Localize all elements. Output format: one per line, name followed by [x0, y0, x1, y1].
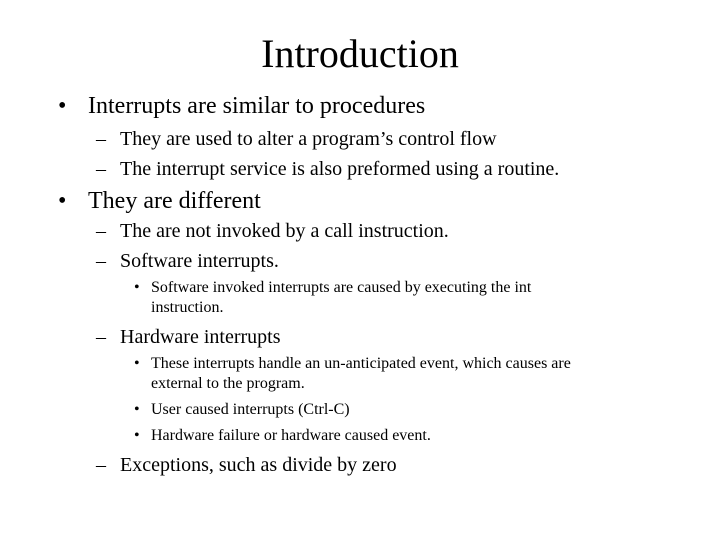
sub-sub-bullet-text: User caused interrupts (Ctrl-C): [151, 401, 350, 418]
bullet-marker: •: [134, 427, 140, 444]
sub-sub-bullet-text: [151, 278, 531, 298]
bullet-marker: •: [58, 188, 67, 214]
sub-bullet-text: Exceptions, such as divide by zero: [120, 454, 397, 476]
sub-bullet-text: The interrupt service is also preformed using a routine.: [120, 158, 560, 180]
sub-bullet-text: They are used to alter a program’s control flow: [120, 128, 497, 150]
bullet-marker: •: [134, 355, 140, 372]
sub-bullet-text: Hardware interrupts: [120, 326, 281, 348]
sub-sub-bullet-text: Hardware failure or hardware caused event.: [151, 427, 431, 444]
dash-marker: –: [96, 454, 106, 476]
dash-marker: –: [96, 326, 106, 348]
dash-marker: –: [96, 220, 106, 242]
bullet-marker: •: [134, 279, 140, 296]
sub-bullet-text: The are not invoked by a call instruction.: [120, 220, 449, 242]
sub-sub-bullet-continuation: instruction.: [151, 299, 224, 316]
keyword-int: int: [514, 279, 532, 296]
dash-marker: –: [96, 128, 106, 150]
bullet-text: They are different: [88, 188, 261, 214]
text-part: Software invoked interrupts are caused by executing the: [151, 279, 511, 296]
sub-sub-bullet-continuation: external to the program.: [151, 375, 305, 392]
sub-sub-bullet-text: These interrupts handle an un-anticipated event, which causes are: [151, 355, 571, 372]
bullet-marker: •: [134, 401, 140, 418]
slide-title: Introduction: [261, 31, 459, 76]
dash-marker: –: [96, 250, 106, 272]
dash-marker: –: [96, 158, 106, 180]
bullet-marker: •: [58, 93, 67, 119]
bullet-text: Interrupts are similar to procedures: [88, 93, 426, 119]
sub-bullet-text: Software interrupts.: [120, 250, 279, 272]
